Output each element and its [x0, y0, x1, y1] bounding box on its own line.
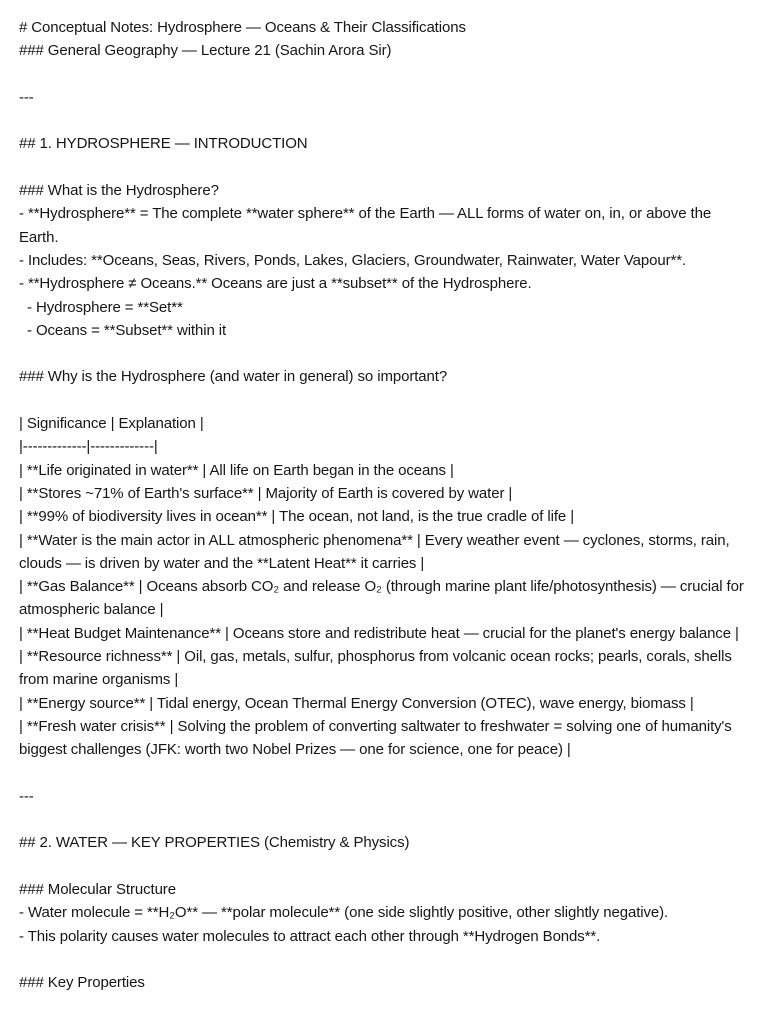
table-separator-row: |-------------|-------------| — [19, 438, 158, 456]
sub-bullet-item: - Hydrosphere = **Set** — [27, 298, 183, 316]
subsection-heading: ### What is the Hydrosphere? — [19, 182, 219, 200]
table-row: | **Resource richness** | Oil, gas, metals, sulfur, phosphorus from volcanic ocean rocks; pearls, corals, shells from marine organisms | — [19, 648, 736, 689]
table-row: | **Water is the main actor in ALL atmospheric phenomena** | Every weather event — cyclones, storms, rain, clouds — is driven by water and the **Latent Heat** it carries | — [19, 531, 734, 572]
section-heading: ## 2. WATER — KEY PROPERTIES (Chemistry & Physics) — [19, 834, 410, 852]
table-row: | **Stores ~71% of Earth's surface** | Majority of Earth is covered by water | — [19, 484, 513, 502]
bullet-item: - Includes: **Oceans, Seas, Rivers, Ponds, Lakes, Glaciers, Groundwater, Rainwater, Water Vapour**. — [19, 251, 687, 269]
bullet-item: - **Hydrosphere** = The complete **water sphere** of the Earth — ALL forms of water on, in, or above the Earth. — [19, 205, 716, 246]
markdown-document — [19, 16, 749, 994]
table-row: | **Heat Budget Maintenance** | Oceans store and redistribute heat — crucial for the planet's energy balance | — [19, 624, 739, 642]
document-subtitle: ### General Geography — Lecture 21 (Sachin Arora Sir) — [19, 42, 392, 60]
subsection-heading: ### Why is the Hydrosphere (and water in general) so important? — [19, 368, 448, 386]
table-row: | **99% of biodiversity lives in ocean** | The ocean, not land, is the true cradle of life | — [19, 508, 575, 526]
horizontal-rule: --- — [19, 88, 34, 106]
bullet-item: - This polarity causes water molecules to attract each other through **Hydrogen Bonds**. — [19, 927, 601, 945]
sub-bullet-item: - Oceans = **Subset** within it — [27, 321, 227, 339]
blank-line — [19, 63, 749, 86]
table-row: | **Gas Balance** | Oceans absorb CO₂ and release O₂ (through marine plant life/photosynthesis) — crucial for atmospheric balance | — [19, 578, 748, 619]
table-row: | **Energy source** | Tidal energy, Ocean Thermal Energy Conversion (OTEC), wave energy, biomass | — [19, 694, 694, 712]
horizontal-rule: --- — [19, 787, 34, 805]
blank-line — [19, 762, 749, 785]
blank-line — [19, 948, 749, 971]
table-header-row: | Significance | Explanation | — [19, 415, 204, 433]
blank-line — [19, 342, 749, 365]
blank-line — [19, 389, 749, 412]
subsection-heading: ### Key Properties — [19, 974, 145, 992]
table-row: | **Fresh water crisis** | Solving the problem of converting saltwater to freshwater = solving one of humanity's biggest challenges (JFK: worth two Nobel Prizes — one for science, one for peace) | — [19, 717, 736, 759]
blank-line — [19, 855, 749, 878]
blank-line — [19, 156, 749, 179]
section-heading: ## 1. HYDROSPHERE — INTRODUCTION — [19, 135, 308, 153]
bullet-item: - Water molecule = **H₂O** — **polar molecule** (one side slightly positive, other slightly negative). — [19, 904, 669, 922]
table-row: | **Life originated in water** | All life on Earth began in the oceans | — [19, 461, 454, 479]
bullet-item: - **Hydrosphere ≠ Oceans.** Oceans are just a **subset** of the Hydrosphere. — [19, 275, 532, 293]
document-title: # Conceptual Notes: Hydrosphere — Oceans & Their Classifications — [19, 19, 466, 36]
blank-line — [19, 109, 749, 132]
blank-line — [19, 808, 749, 831]
subsection-heading: ### Molecular Structure — [19, 880, 176, 898]
